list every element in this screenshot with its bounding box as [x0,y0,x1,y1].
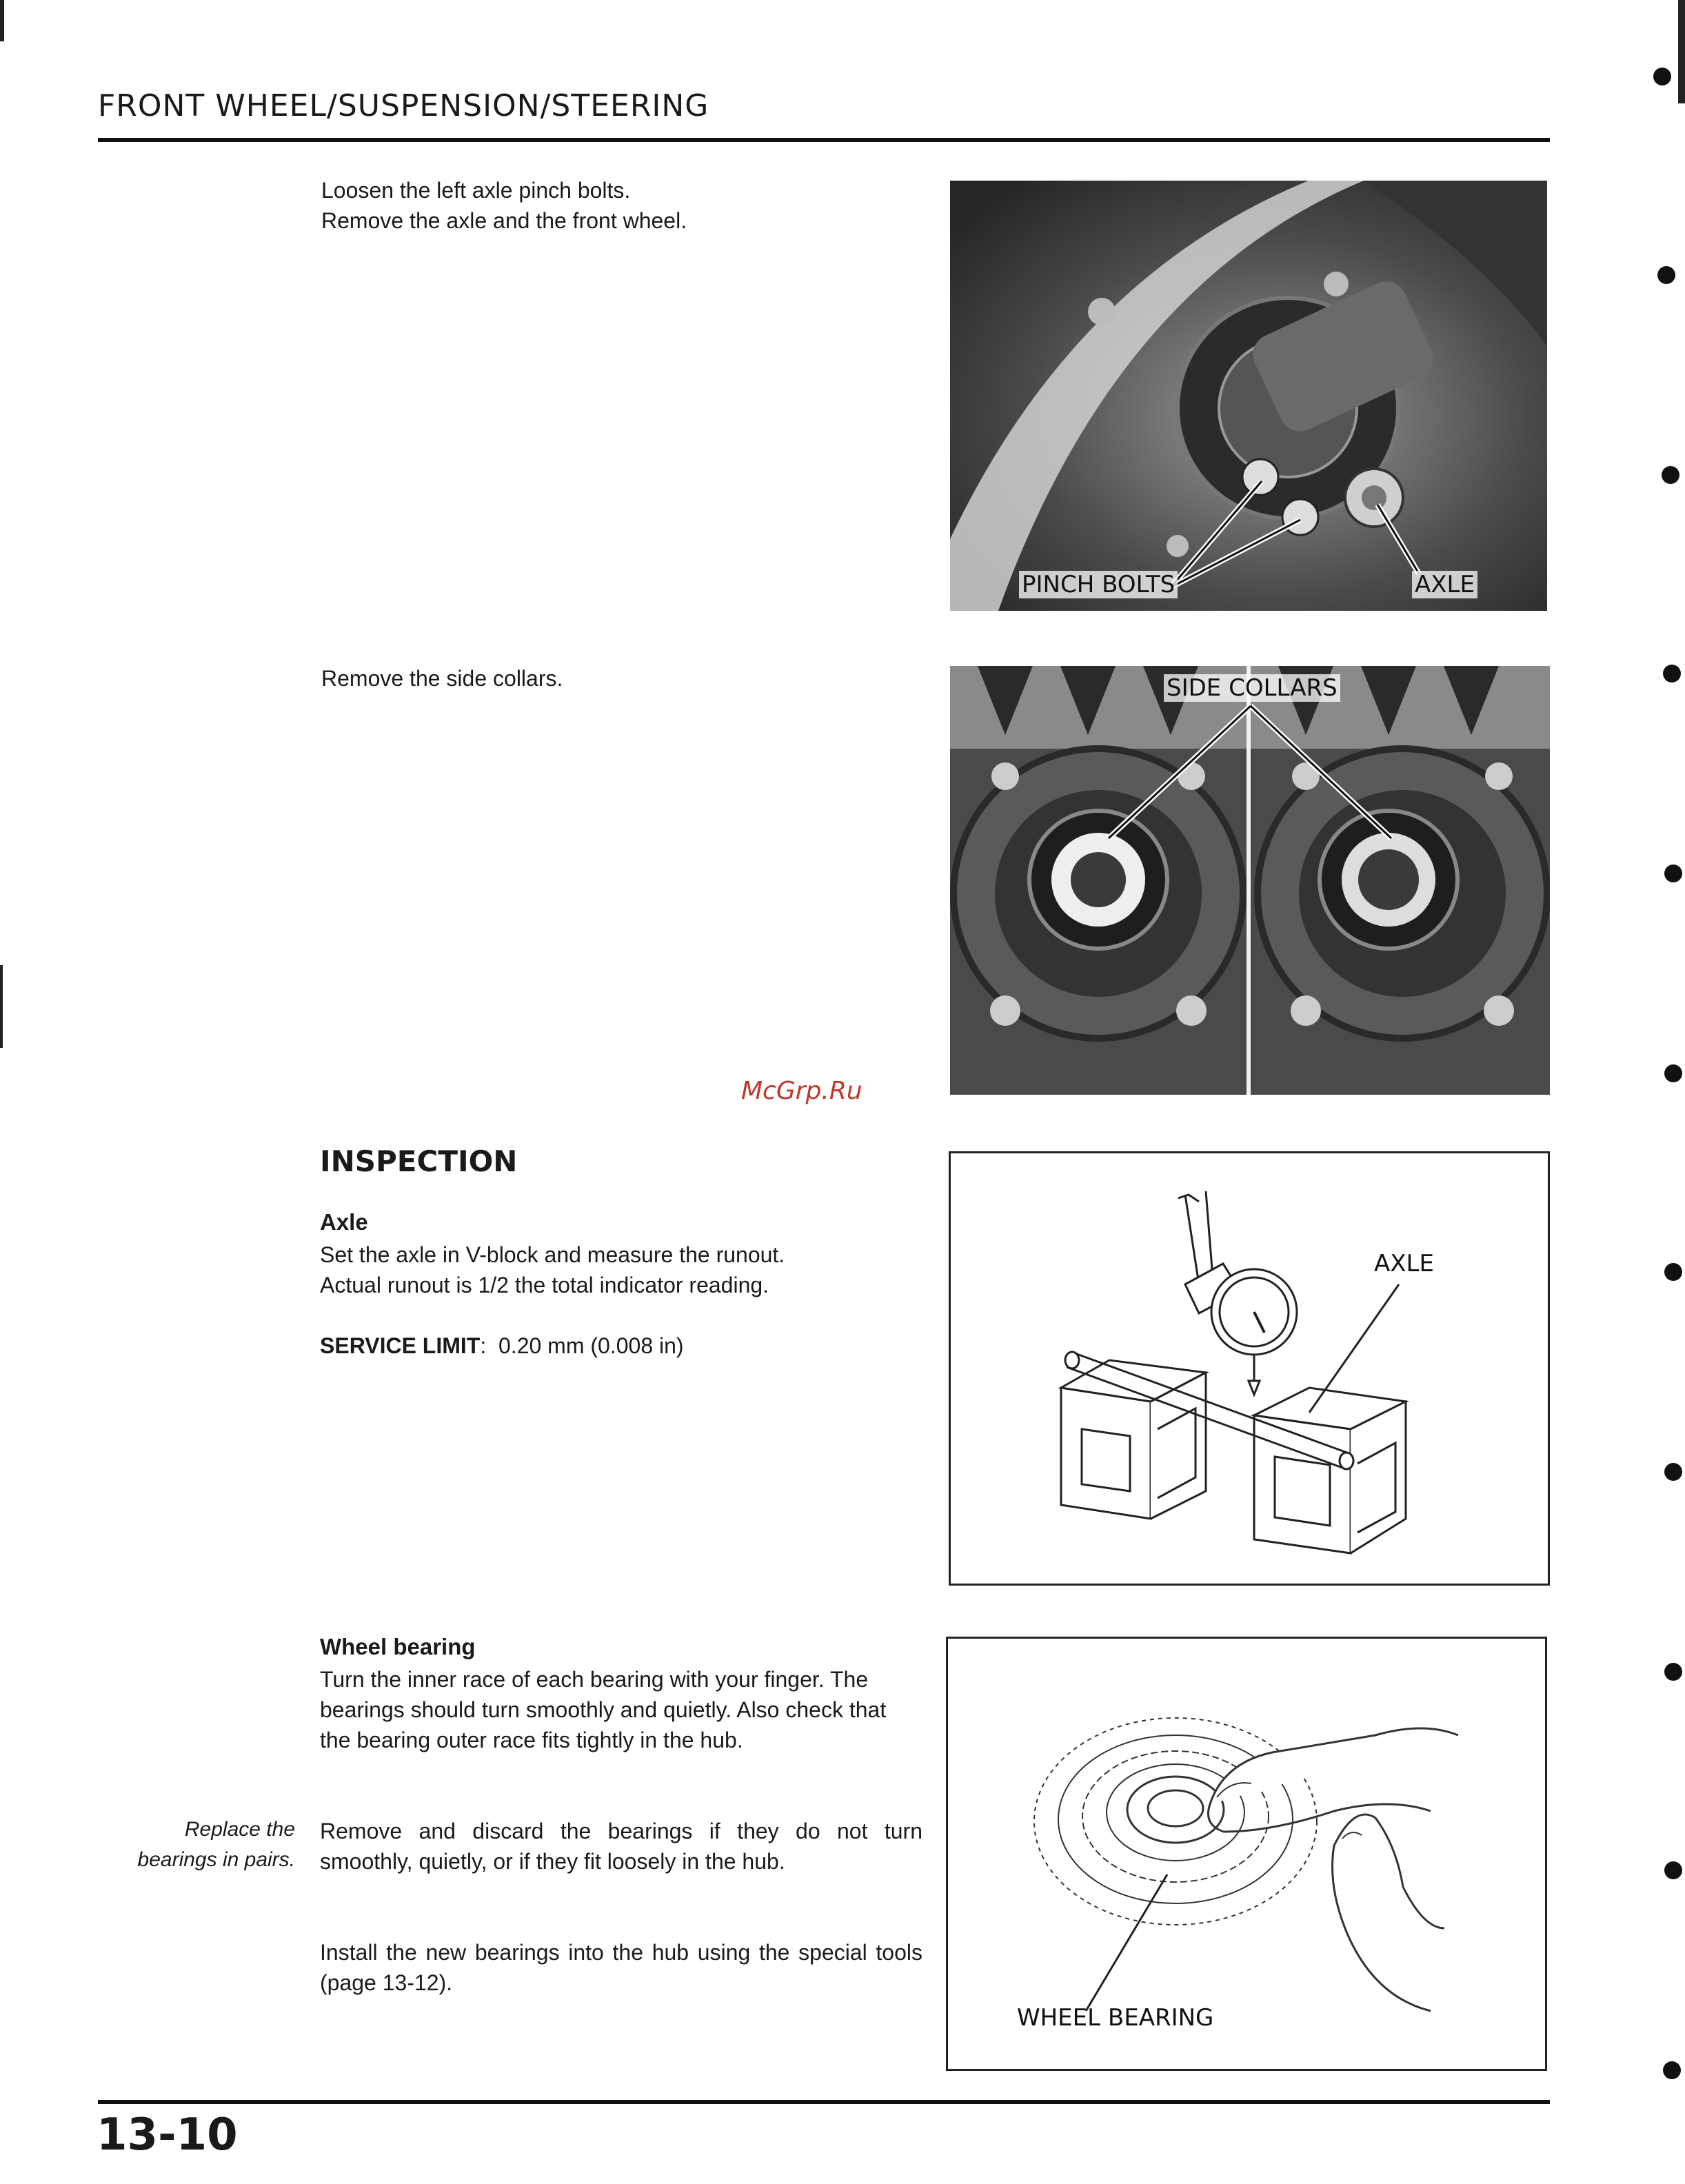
diagram-wheel-bearing-check [946,1637,1547,2071]
page-number: 13-10 [97,2110,238,2161]
diagram-axle-runout-drawing [951,1153,1548,1584]
subheading-wheel-bearing: Wheel bearing [320,1634,476,1659]
instruction-line: Set the axle in V-block and measure the runout. [320,1242,785,1267]
wheel-bearing-label: WHEEL BEARING [1017,2004,1214,2032]
binder-hole [1663,665,1681,682]
side-note-line: bearings in pairs. [137,1848,295,1871]
binder-hole [1664,1463,1682,1481]
binder-hole [1664,865,1682,882]
photo-side-collars-image [950,666,1550,1095]
scan-edge-mark [0,965,3,1048]
binder-hole [1664,1663,1682,1681]
axle-diagram-label: AXLE [1374,1250,1434,1277]
binder-hole [1664,1064,1682,1082]
step-remove-axle [321,175,873,236]
section-heading-inspection: INSPECTION [320,1144,518,1178]
side-note-replace-pairs [90,1814,295,1875]
axle-photo-label: AXLE [1412,571,1477,598]
wheel-bearing-para-2: Remove and discard the bearings if they do not turn smoothly, quietly, or if they fit loosely in the hub. [320,1819,922,1874]
step-remove-side-collars [321,663,873,694]
service-limit-label: SERVICE LIMIT [320,1333,481,1358]
pinch-bolts-label: PINCH BOLTS [1019,571,1178,598]
photo-side-collars [950,666,1550,1095]
binder-hole [1653,68,1671,85]
instruction-line: Actual runout is 1/2 the total indicator reading. [320,1273,769,1297]
service-limit-colon: : [480,1333,498,1358]
side-note-line: Replace the [184,1818,295,1841]
photo-axle-pinch-bolts-image [950,181,1547,611]
axle-instructions [320,1240,913,1300]
instruction-line: Loosen the left axle pinch bolts. [321,178,631,203]
binder-hole [1657,266,1675,284]
wheel-bearing-para-1: Turn the inner race of each bearing with your finger. The bearings should turn smoothly and quietly. Also check that the bearing outer race fits tightly in the hub. [320,1667,887,1752]
photo-axle-pinch-bolts [950,181,1547,611]
watermark: McGrp.Ru [741,1077,862,1105]
binder-hole [1662,466,1679,484]
service-limit-value: 0.20 mm (0.008 in) [498,1333,684,1358]
binder-hole [1664,1861,1682,1879]
page-title: FRONT WHEEL/SUSPENSION/STEERING [98,88,709,123]
footer-rule [98,2100,1550,2104]
subheading-axle: Axle [320,1209,368,1235]
service-limit [320,1331,913,1361]
scan-edge-mark [0,0,4,41]
instruction-line: Remove the axle and the front wheel. [321,208,687,233]
binder-hole [1663,2061,1681,2079]
side-collars-label: SIDE COLLARS [1164,674,1340,702]
header-rule [98,138,1550,142]
binder-hole [1664,1263,1682,1281]
instruction-line: Remove the side collars. [321,666,563,691]
diagram-axle-runout [949,1151,1550,1586]
wheel-bearing-para-3: Install the new bearings into the hub using the special tools (page 13-12). [320,1940,922,1995]
scan-edge-mark [1678,0,1685,103]
